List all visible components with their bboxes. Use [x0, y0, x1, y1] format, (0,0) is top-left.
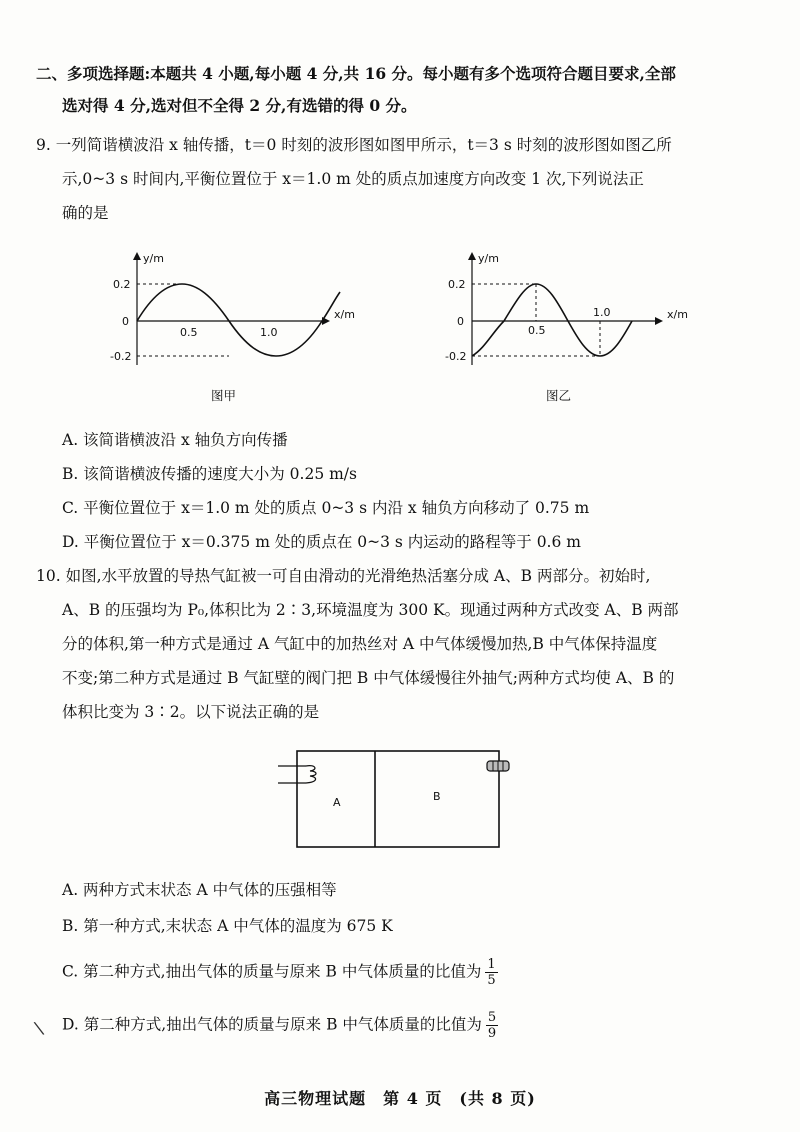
fraction-numerator: 1: [487, 957, 496, 972]
fig-b-xlabel: x/m: [667, 308, 688, 321]
fig-b-caption: 图乙: [546, 388, 572, 403]
q10-option-d-text: D. 第二种方式,抽出气体的质量与原来 B 中气体质量的比值为: [62, 1015, 482, 1034]
fig-b-tick-x-1: 0.5: [528, 324, 546, 337]
q10-stem-line3: 分的体积,第一种方式是通过 A 气缸中的加热丝对 A 中气体缓慢加热,B 中气体保持温度: [62, 635, 658, 653]
fig-b-tick-x-2: 1.0: [593, 306, 611, 319]
q10-stem-line1: 10. 如图,水平放置的导热气缸被一可自由滑动的光滑绝热活塞分成 A、B 两部分。初始时,: [36, 567, 651, 585]
cylinder-body: [297, 751, 499, 847]
fig-b-tick-y-zero: 0: [457, 315, 464, 328]
q9-stem-line3: 确的是: [62, 204, 109, 222]
q10-option-a: A. 两种方式末状态 A 中气体的压强相等: [62, 881, 337, 899]
fig-b-ylabel: y/m: [478, 252, 499, 265]
q10-stem-line4: 不变;第二种方式是通过 B 气缸壁的阀门把 B 中气体缓慢往外抽气;两种方式均使 A、B 的: [62, 669, 675, 687]
q9-option-b: B. 该简谐横波传播的速度大小为 0.25 m/s: [62, 465, 357, 483]
q9-option-c: C. 平衡位置位于 x＝1.0 m 处的质点 0~3 s 内沿 x 轴负方向移动了 0.75 m: [62, 499, 590, 517]
fig-a-tick-y-bottom: -0.2: [110, 350, 132, 363]
q10-stem-line5: 体积比变为 3∶2。以下说法正确的是: [62, 703, 320, 721]
fraction-denominator: 9: [487, 1026, 497, 1041]
q9-stem-line1: 9. 一列简谐横波沿 x 轴传播，t＝0 时刻的波形图如图甲所示，t＝3 s 时刻的波形图如图乙所: [36, 136, 672, 154]
fig-a-tick-x-1: 0.5: [180, 326, 198, 339]
fig-a-caption: 图甲: [211, 388, 237, 403]
q9-option-a: A. 该简谐横波沿 x 轴负方向传播: [62, 431, 288, 449]
q10-option-b: B. 第一种方式,末状态 A 中气体的温度为 675 K: [62, 917, 393, 935]
fraction-numerator: 5: [487, 1010, 497, 1025]
q10-option-d: [62, 1010, 498, 1041]
chamber-b-label: B: [433, 790, 441, 803]
q10-option-c-text: C. 第二种方式,抽出气体的质量与原来 B 中气体质量的比值为: [62, 962, 482, 981]
handwritten-mark-icon: \: [32, 1017, 46, 1040]
q9-option-d: D. 平衡位置位于 x＝0.375 m 处的质点在 0~3 s 内运动的路程等于 0.6 m: [62, 533, 581, 551]
fig-a-ylabel: y/m: [143, 252, 164, 265]
fig-b-tick-y-bottom: -0.2: [445, 350, 467, 363]
page-footer: 高三物理试题 第 4 页 (共 8 页): [264, 1089, 536, 1108]
q10-stem-line2: A、B 的压强均为 P₀,体积比为 2∶3,环境温度为 300 K。现通过两种方式改变 A、B 两部: [62, 601, 679, 619]
q9-stem-line2: 示,0~3 s 时间内,平衡位置位于 x＝1.0 m 处的质点加速度方向改变 1 次,下列说法正: [62, 170, 644, 188]
fig-a-tick-x-2: 1.0: [260, 326, 278, 339]
fig-a-xlabel: x/m: [334, 308, 355, 321]
section-scoring: 选对得 4 分,选对但不全得 2 分,有选错的得 0 分。: [62, 96, 417, 115]
q10-option-c-fraction: [485, 957, 497, 988]
fig-a-tick-y-zero: 0: [122, 315, 129, 328]
chamber-a-label: A: [333, 796, 341, 809]
q10-option-c: [62, 957, 498, 988]
fig-b-tick-y-top: 0.2: [448, 278, 466, 291]
heating-coil: [306, 766, 316, 783]
fraction-denominator: 5: [487, 973, 496, 988]
section-heading: 二、多项选择题:本题共 4 小题,每小题 4 分,共 16 分。每小题有多个选项符合题目要求,全部: [36, 64, 676, 83]
fig-a-tick-y-top: 0.2: [113, 278, 131, 291]
q10-option-d-fraction: [486, 1010, 498, 1041]
